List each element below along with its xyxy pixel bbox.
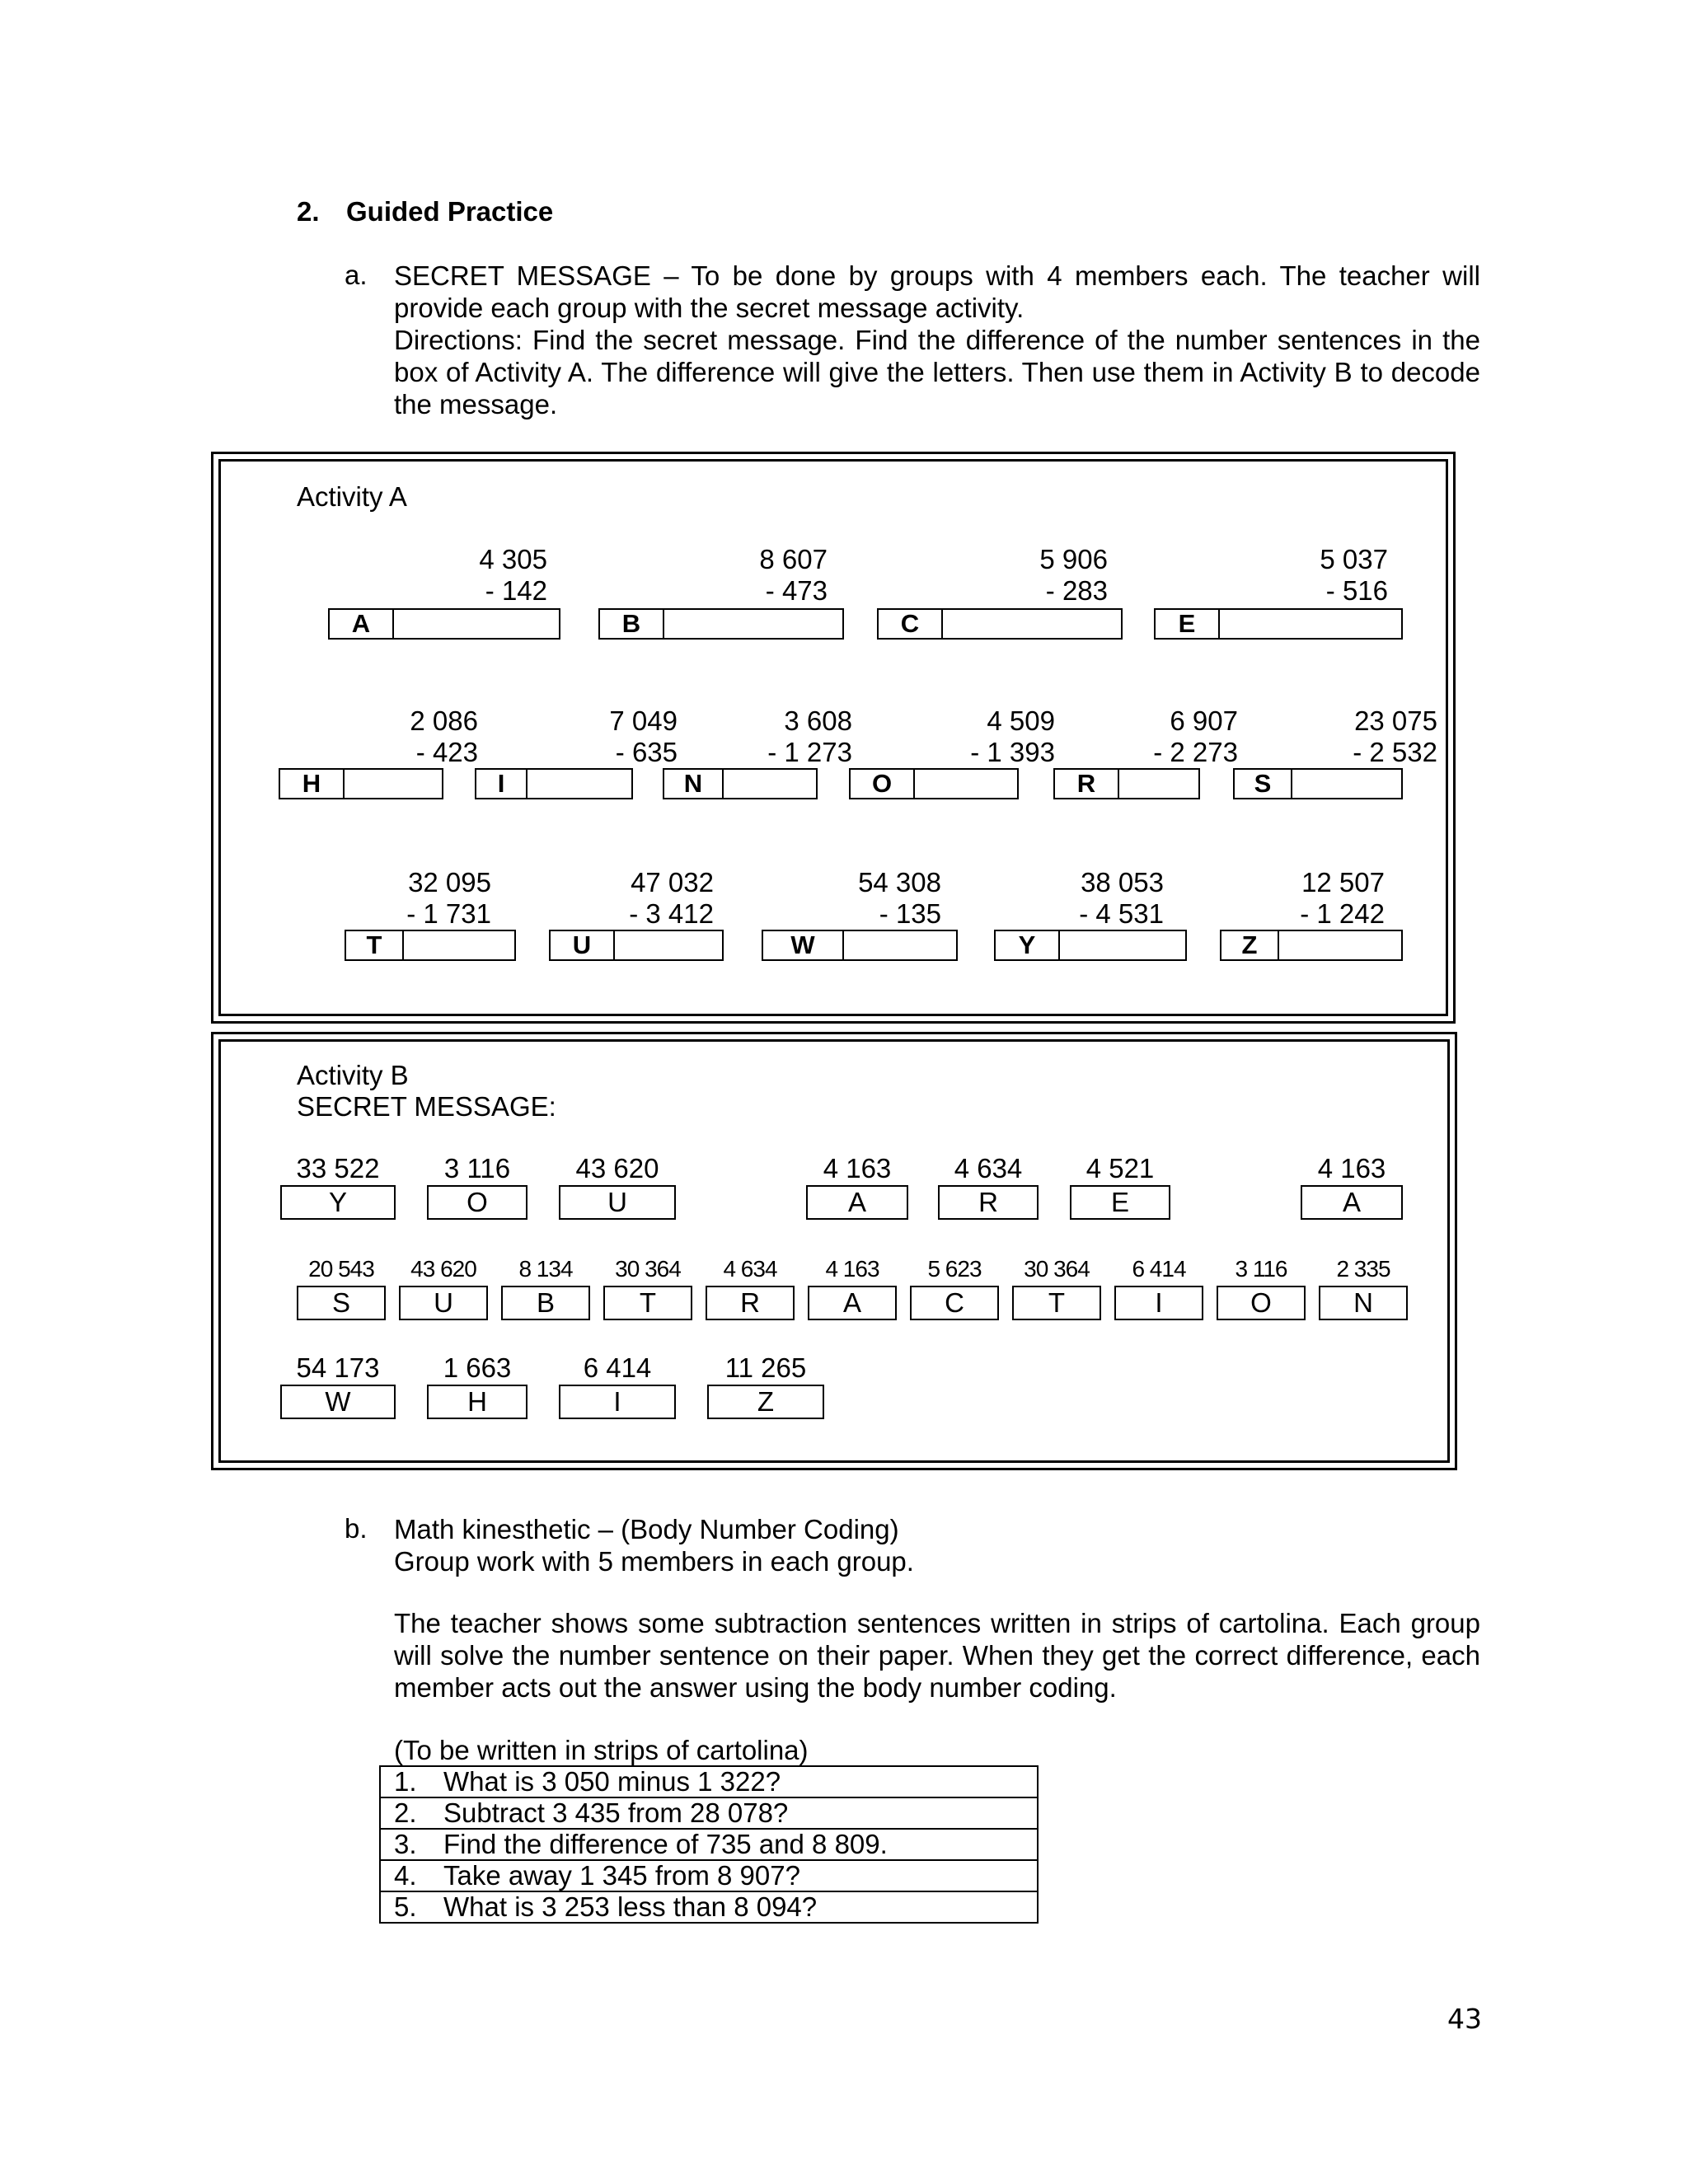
code-number: 2 335 [1336, 1256, 1390, 1282]
answer-box-s[interactable] [1233, 768, 1403, 799]
answer-box-y[interactable] [994, 930, 1187, 961]
code-letter-box: R [938, 1185, 1039, 1220]
table-caption: (To be written in strips of cartolina) [394, 1735, 809, 1765]
code-letter-box: A [1301, 1185, 1403, 1220]
item-a-letter: a. [345, 260, 368, 290]
problem-o: 4 509 - 1 393 [970, 705, 1055, 767]
problem-a: 4 305 - 142 [479, 544, 547, 606]
box-letter: A [330, 610, 394, 638]
code-letter-box: H [427, 1385, 528, 1419]
answer-box-c[interactable] [877, 608, 1123, 640]
box-letter: N [664, 770, 724, 798]
code-number: 4 634 [723, 1256, 777, 1282]
problem-h: 2 086 - 423 [410, 705, 478, 767]
code-number: 4 163 [825, 1256, 879, 1282]
code-letter-box: Z [707, 1385, 824, 1419]
code-number: 1 663 [443, 1352, 512, 1383]
item-a-intro: SECRET MESSAGE – To be done by groups with 4 members each. The teacher will provide each group with the secret message activity. [394, 260, 1480, 323]
answer-box-z[interactable] [1220, 930, 1403, 961]
code-number: 54 173 [296, 1352, 380, 1383]
code-number: 4 521 [1085, 1153, 1155, 1183]
box-letter: I [476, 770, 528, 798]
section-title: Guided Practice [346, 196, 554, 227]
problem-t: 32 095 - 1 731 [406, 867, 491, 929]
code-number: 4 163 [823, 1153, 892, 1183]
code-letter-box: A [806, 1185, 908, 1220]
item-a-directions: Directions: Find the secret message. Find the difference of the number sentences in the box of Activity A. The difference will give the letters. Then use them in Activity B to decode the message. [394, 325, 1480, 419]
box-letter: Z [1221, 931, 1279, 959]
box-letter: R [1055, 770, 1119, 798]
code-number: 6 414 [1132, 1256, 1186, 1282]
code-number: 4 163 [1317, 1153, 1386, 1183]
box-letter: W [763, 931, 844, 959]
code-letter-box: E [1070, 1185, 1170, 1220]
problem-y: 38 053 - 4 531 [1079, 867, 1164, 929]
code-number: 30 364 [1024, 1256, 1090, 1282]
answer-box-a[interactable] [328, 608, 560, 640]
activity-a-label: Activity A [297, 481, 407, 512]
answer-box-t[interactable] [345, 930, 516, 961]
code-letter-box: I [559, 1385, 676, 1419]
code-number: 30 364 [615, 1256, 681, 1282]
code-letter-box: R [706, 1286, 795, 1320]
problem-r: 6 907 - 2 273 [1153, 705, 1238, 767]
code-letter-box: S [297, 1286, 386, 1320]
table-row: 2. Subtract 3 435 from 28 078? [380, 1797, 1038, 1829]
code-letter-box: O [427, 1185, 528, 1220]
box-letter: T [346, 931, 404, 959]
question-table [379, 1765, 1039, 1924]
code-number: 8 134 [518, 1256, 573, 1282]
section-heading [297, 196, 553, 227]
code-letter-box: N [1319, 1286, 1408, 1320]
code-number: 33 522 [296, 1153, 380, 1183]
answer-box-u[interactable] [549, 930, 724, 961]
code-letter-box: Y [280, 1185, 396, 1220]
code-number: 5 623 [927, 1256, 982, 1282]
table-row: 1. What is 3 050 minus 1 322? [380, 1766, 1038, 1797]
problem-i: 7 049 - 635 [609, 705, 678, 767]
problem-u: 47 032 - 3 412 [629, 867, 714, 929]
problem-s: 23 075 - 2 532 [1353, 705, 1437, 767]
table-row: 5. What is 3 253 less than 8 094? [380, 1891, 1038, 1923]
answer-box-r[interactable] [1053, 768, 1200, 799]
answer-box-i[interactable] [475, 768, 633, 799]
item-b-paragraph: The teacher shows some subtraction sentences written in strips of cartolina. Each group will solve the number sentence on their paper. When they get the correct difference, each member acts out the answer using the body number coding. [394, 1608, 1480, 1703]
problem-c: 5 906 - 283 [1039, 544, 1108, 606]
answer-box-h[interactable] [279, 768, 443, 799]
problem-b: 8 607 - 473 [759, 544, 828, 606]
answer-box-n[interactable] [663, 768, 818, 799]
code-letter-box: U [399, 1286, 488, 1320]
code-number: 11 265 [724, 1352, 807, 1383]
code-letter-box: T [1012, 1286, 1101, 1320]
box-letter: Y [996, 931, 1060, 959]
box-letter: C [879, 610, 943, 638]
answer-box-o[interactable] [849, 768, 1019, 799]
table-row: 4. Take away 1 345 from 8 907? [380, 1860, 1038, 1891]
box-letter: S [1235, 770, 1292, 798]
code-letter-box: T [603, 1286, 692, 1320]
item-a-text [394, 260, 1480, 420]
code-number: 43 620 [410, 1256, 476, 1282]
problem-w: 54 308 - 135 [858, 867, 941, 929]
code-letter-box: I [1114, 1286, 1203, 1320]
code-letter-box: W [280, 1385, 396, 1419]
page-number: 43 [1447, 2003, 1482, 2035]
secret-message-label: SECRET MESSAGE: [297, 1091, 556, 1122]
code-number: 3 116 [443, 1153, 511, 1183]
box-letter: E [1156, 610, 1220, 638]
item-b-letter: b. [345, 1513, 368, 1544]
code-number: 20 543 [308, 1256, 374, 1282]
code-number: 3 116 [1235, 1256, 1287, 1282]
answer-box-e[interactable] [1154, 608, 1403, 640]
code-number: 43 620 [575, 1153, 659, 1183]
box-letter: B [600, 610, 664, 638]
code-letter-box: C [910, 1286, 999, 1320]
box-letter: H [280, 770, 345, 798]
problem-n: 3 608 - 1 273 [767, 705, 852, 767]
code-letter-box: U [559, 1185, 676, 1220]
activity-b-label: Activity B SECRET MESSAGE: [297, 1060, 556, 1122]
answer-box-w[interactable] [762, 930, 958, 961]
section-number: 2. [297, 196, 320, 227]
code-letter-box: B [501, 1286, 590, 1320]
code-number: 4 634 [954, 1153, 1023, 1183]
code-number: 6 414 [583, 1352, 652, 1383]
answer-box-b[interactable] [598, 608, 844, 640]
problem-e: 5 037 - 516 [1320, 544, 1388, 606]
box-letter: U [551, 931, 615, 959]
box-letter: O [851, 770, 915, 798]
item-b-intro: Math kinesthetic – (Body Number Coding) Group work with 5 members in each group. [394, 1514, 914, 1577]
table-row: 3. Find the difference of 735 and 8 809. [380, 1829, 1038, 1860]
code-letter-box: O [1217, 1286, 1306, 1320]
problem-z: 12 507 - 1 242 [1300, 867, 1385, 929]
code-letter-box: A [808, 1286, 897, 1320]
